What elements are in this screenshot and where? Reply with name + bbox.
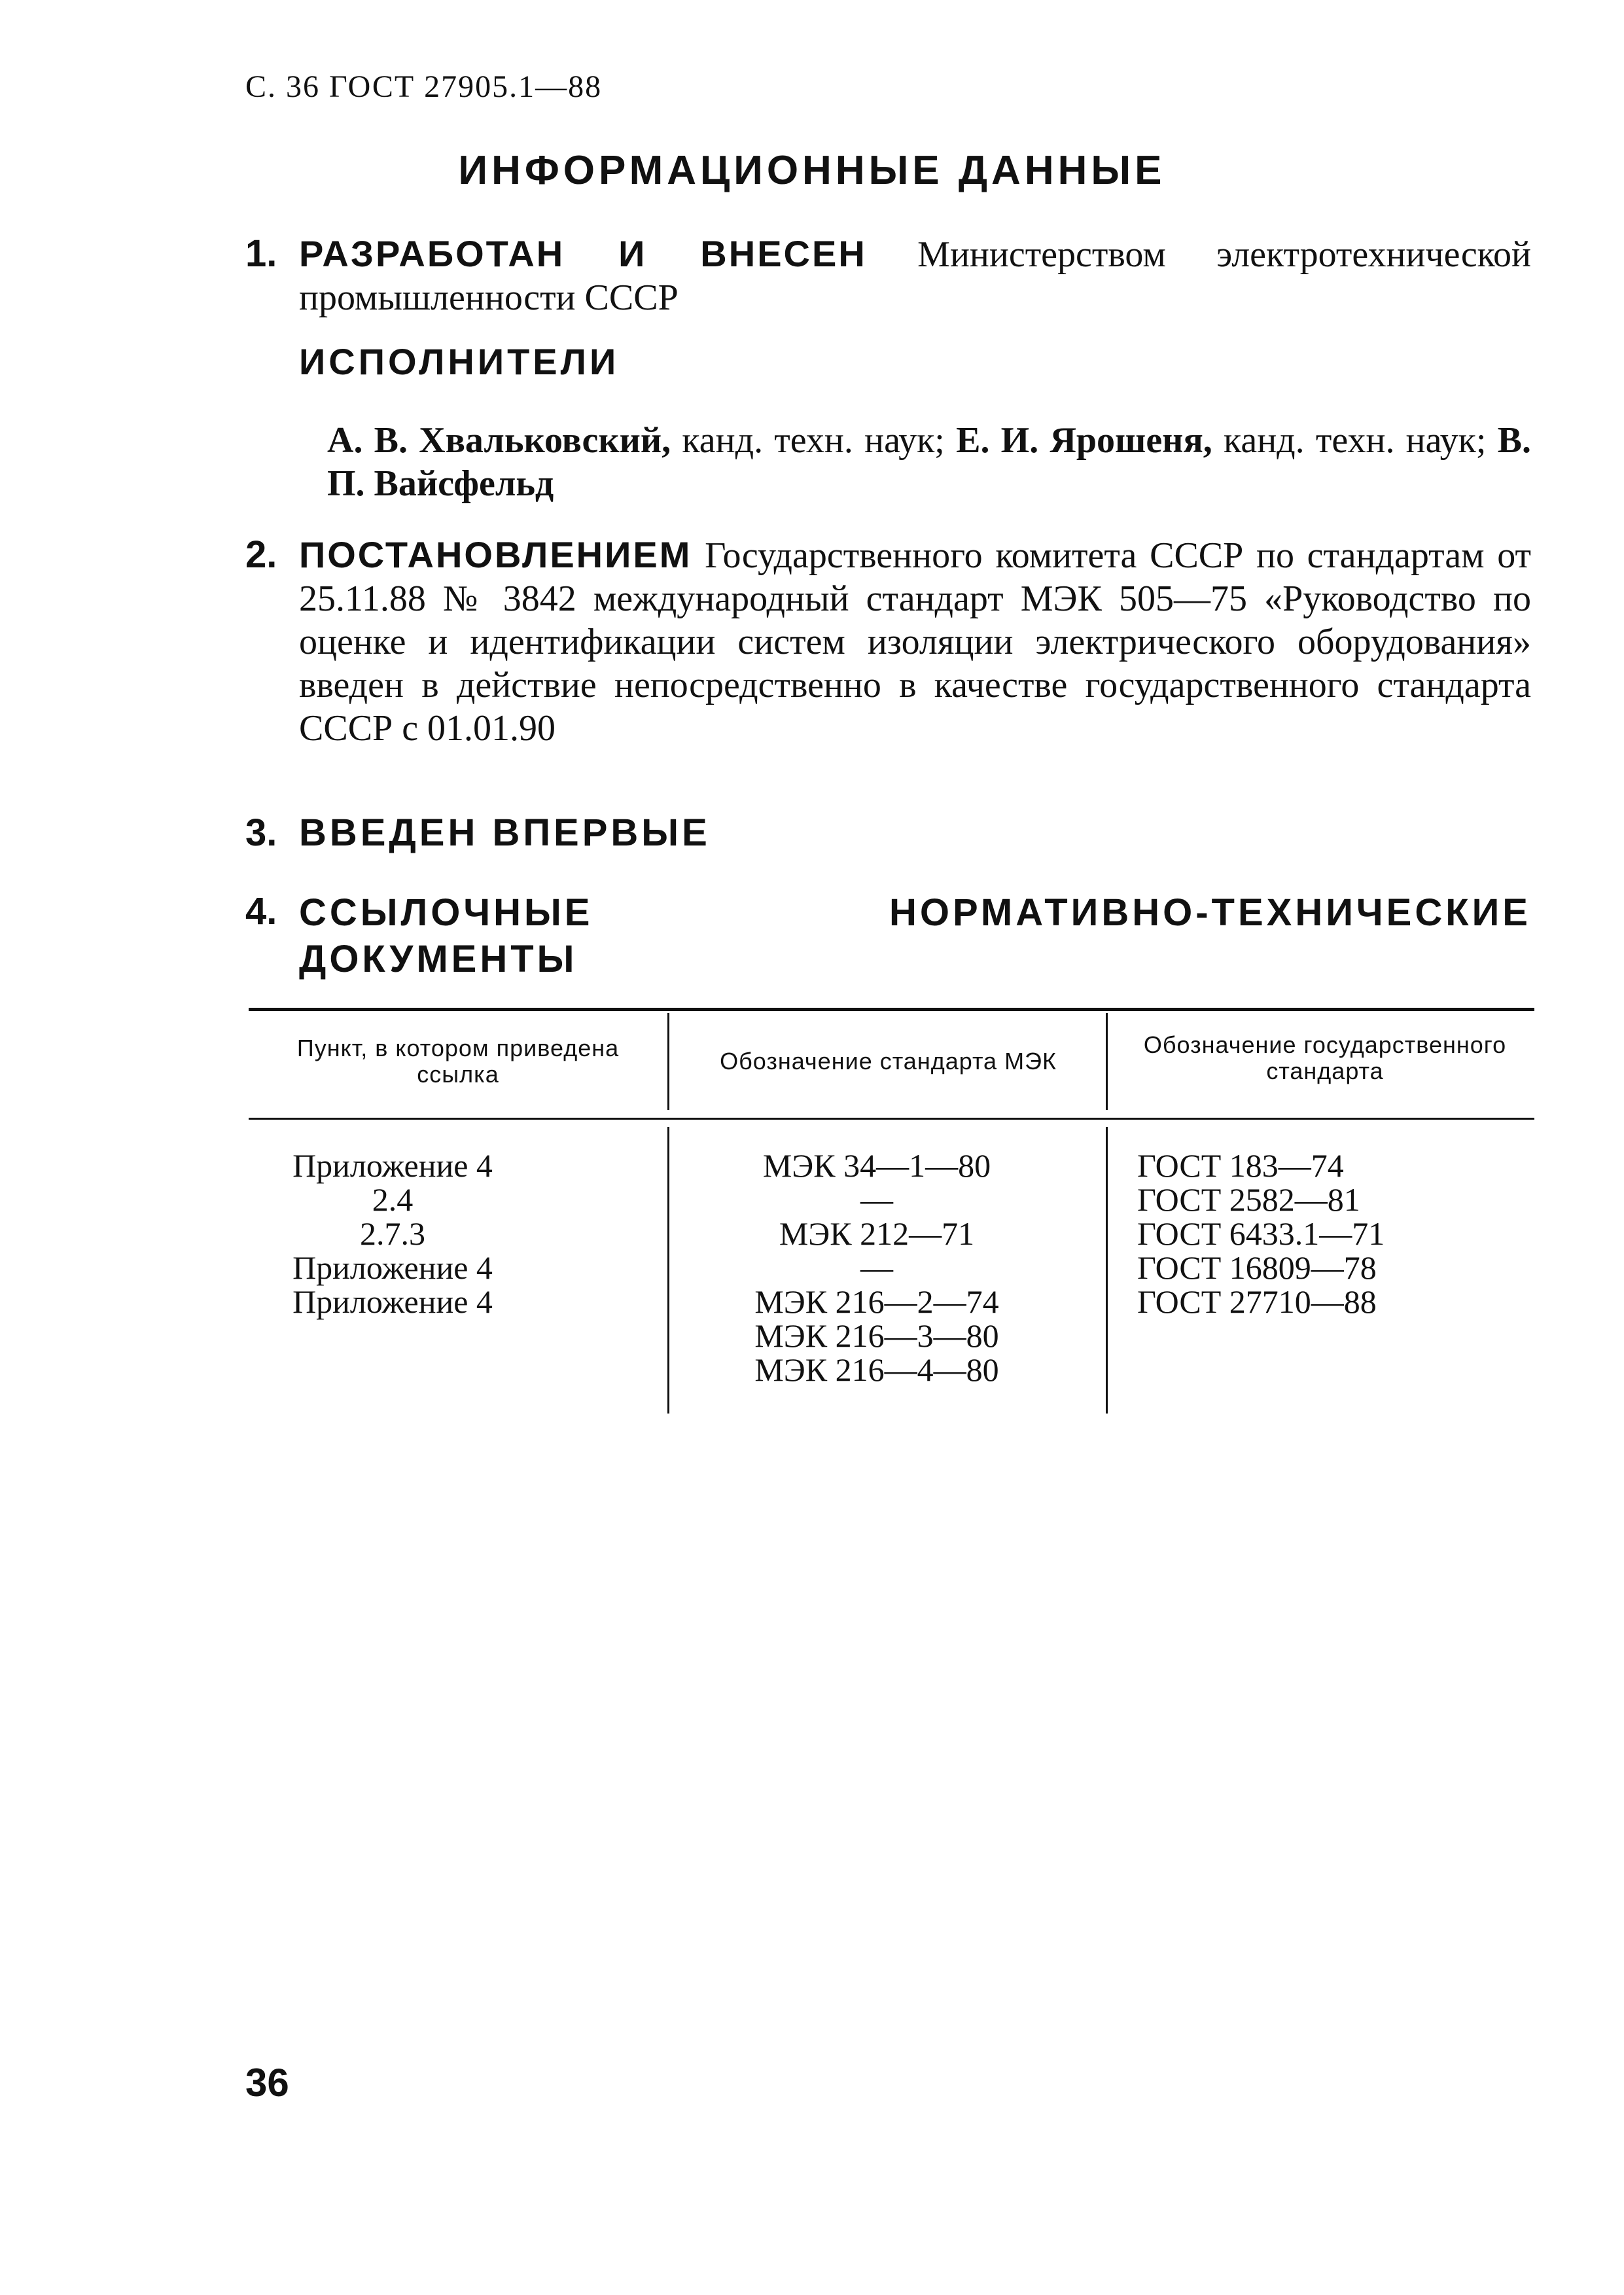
page-number: 36 <box>245 2061 289 2105</box>
author-degree: канд. техн. наук; <box>682 420 945 461</box>
table-column-gost <box>1137 1148 1504 1319</box>
table-header-iec: Обозначение стандарта МЭК <box>720 1048 1057 1075</box>
authors-list <box>327 419 1531 505</box>
page-header: С. 36 ГОСТ 27905.1—88 <box>245 69 603 104</box>
table-cell: МЭК 34—1—80 <box>762 1147 991 1184</box>
table-cell: 2.7.3 <box>360 1215 425 1252</box>
author-degree: канд. техн. наук; <box>1223 420 1487 461</box>
table-cell: — <box>860 1181 893 1218</box>
table-cell: МЭК 216—4—80 <box>754 1351 999 1388</box>
table-cell: 2.4 <box>372 1181 414 1218</box>
table-header-clause: Пункт, в котором приведена ссылка <box>296 1035 620 1088</box>
author-khvalkovsky: А. В. Хвальковский, <box>327 420 671 461</box>
table-header-divider-2 <box>1106 1013 1108 1110</box>
table-cell: — <box>860 1249 893 1286</box>
table-column-iec <box>713 1148 1040 1387</box>
section-2-number: 2. <box>245 533 277 576</box>
section-4-number: 4. <box>245 890 277 933</box>
table-header-rule <box>249 1118 1534 1120</box>
section-3 <box>245 811 1531 855</box>
document-title: ИНФОРМАЦИОННЫЕ ДАННЫЕ <box>458 148 1166 193</box>
table-body-divider-1 <box>667 1127 669 1414</box>
section-1 <box>245 232 1531 319</box>
table-cell: ГОСТ 2582—81 <box>1137 1181 1360 1218</box>
executors-heading: ИСПОЛНИТЕЛИ <box>299 341 620 382</box>
section-1-lead: РАЗРАБОТАН И ВНЕСЕН <box>299 233 867 274</box>
table-body-divider-2 <box>1106 1127 1108 1414</box>
section-3-number: 3. <box>245 811 277 854</box>
section-1-number: 1. <box>245 232 277 275</box>
section-4 <box>245 890 1531 983</box>
table-cell: ГОСТ 27710—88 <box>1137 1283 1377 1320</box>
table-cell: Приложение 4 <box>292 1249 493 1286</box>
table-cell: Приложение 4 <box>292 1147 493 1184</box>
table-cell: ГОСТ 16809—78 <box>1137 1249 1377 1286</box>
section-2-lead: ПОСТАНОВЛЕНИЕМ <box>299 534 692 575</box>
section-2 <box>245 533 1531 750</box>
table-header-gost: Обозначение государственного стандарта <box>1143 1031 1507 1084</box>
author-yaroshenya: Е. И. Ярошеня, <box>956 420 1212 461</box>
section-2-text: Государственного комитета СССР по стандартам от 25.11.88 № 3842 международный стандарт МЭК 505—75 «Руководство по оценке и идентификации систем изоляции электрического оборудования» введен в действие непосредственно в качестве государственного стандарта СССР с 01.01.90 <box>299 535 1531 749</box>
table-cell: Приложение 4 <box>292 1283 493 1320</box>
table-cell: МЭК 212—71 <box>779 1215 975 1252</box>
table-header-divider-1 <box>667 1013 669 1110</box>
section-4-text: ССЫЛОЧНЫЕ НОРМАТИВНО-ТЕХНИЧЕСКИЕ ДОКУМЕНТЫ <box>299 891 1531 980</box>
table-cell: ГОСТ 183—74 <box>1137 1147 1344 1184</box>
section-1-text: Министерством электротехнической промышленности СССР <box>299 234 1532 318</box>
section-3-text: ВВЕДЕН ВПЕРВЫЕ <box>299 811 711 854</box>
table-column-clause <box>262 1148 523 1319</box>
table-top-rule <box>249 1008 1534 1011</box>
table-cell: ГОСТ 6433.1—71 <box>1137 1215 1385 1252</box>
table-cell: МЭК 216—2—74 <box>754 1283 999 1320</box>
author-vaisfeld: В. П. Вайсфельд <box>327 420 1532 504</box>
table-cell: МЭК 216—3—80 <box>754 1317 999 1354</box>
